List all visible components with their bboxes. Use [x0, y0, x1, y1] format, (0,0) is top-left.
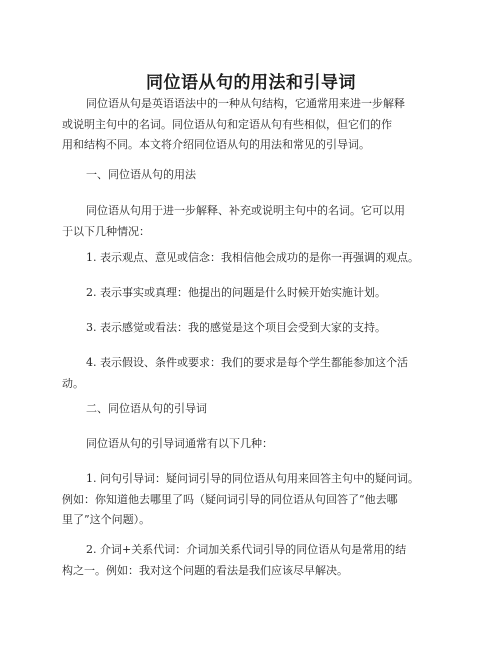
usage-item-1 — [62, 248, 444, 269]
introducer-item-2 — [62, 540, 444, 581]
text-line: 同位语从句用于进一步解释、补充或说明主句中的名词。它可以用 — [86, 204, 405, 217]
document-title: 同位语从句的用法和引导词 — [146, 73, 356, 94]
text-line: 2. 介词+关系代词：介词加关系代词引导的同位语从句是常用的结 — [86, 543, 407, 556]
text-line: 例如：你知道他去哪里了吗（疑问词引导的同位语从句回答了“他去哪 — [62, 492, 398, 506]
text-line: 里了”这个问题）。 — [62, 513, 151, 526]
text-line: 二、同位语从句的引导词 — [86, 402, 207, 415]
usage-paragraph — [62, 201, 444, 242]
text-line: 1. 表示观点、意见或信念：我相信他会成功的是你一再强调的观点。 — [86, 251, 419, 264]
text-line: 同位语从句是英语语法中的一种从句结构，它通常用来进一步解释 — [86, 97, 405, 110]
text-line: 4. 表示假设、条件或要求：我们的要求是每个学生都能参加这个活 — [86, 356, 408, 369]
introducer-item-1 — [62, 469, 444, 531]
text-line: 一、同位语从句的用法 — [86, 168, 196, 181]
text-line: 3. 表示感觉或看法：我的感觉是这个项目会受到大家的支持。 — [86, 321, 386, 334]
text-line: 动。 — [62, 376, 84, 390]
text-line: 用和结构不同。本文将介绍同位语从句的用法和常见的引导词。 — [62, 138, 370, 151]
text-line: 或说明主句中的名词。同位语从句和定语从句有些相似，但它们的作 — [62, 117, 392, 131]
usage-item-2 — [62, 283, 444, 304]
section-heading-introducers — [62, 399, 444, 420]
text-line: 同位语从句的引导词通常有以下几种： — [86, 437, 273, 450]
usage-item-4 — [62, 353, 444, 394]
text-line: 于以下几种情况： — [62, 224, 150, 238]
introducers-paragraph — [62, 434, 444, 455]
text-line: 构之一。例如：我对这个问题的看法是我们应该尽早解决。 — [62, 563, 348, 577]
text-line: 1. 问句引导词：疑问词引导的同位语从句用来回答主句中的疑问词。 — [86, 472, 419, 485]
section-heading-usage — [62, 165, 444, 186]
intro-paragraph — [62, 94, 444, 156]
text-line: 2. 表示事实或真理：他提出的问题是什么时候开始实施计划。 — [86, 286, 386, 299]
usage-item-3 — [62, 318, 444, 339]
